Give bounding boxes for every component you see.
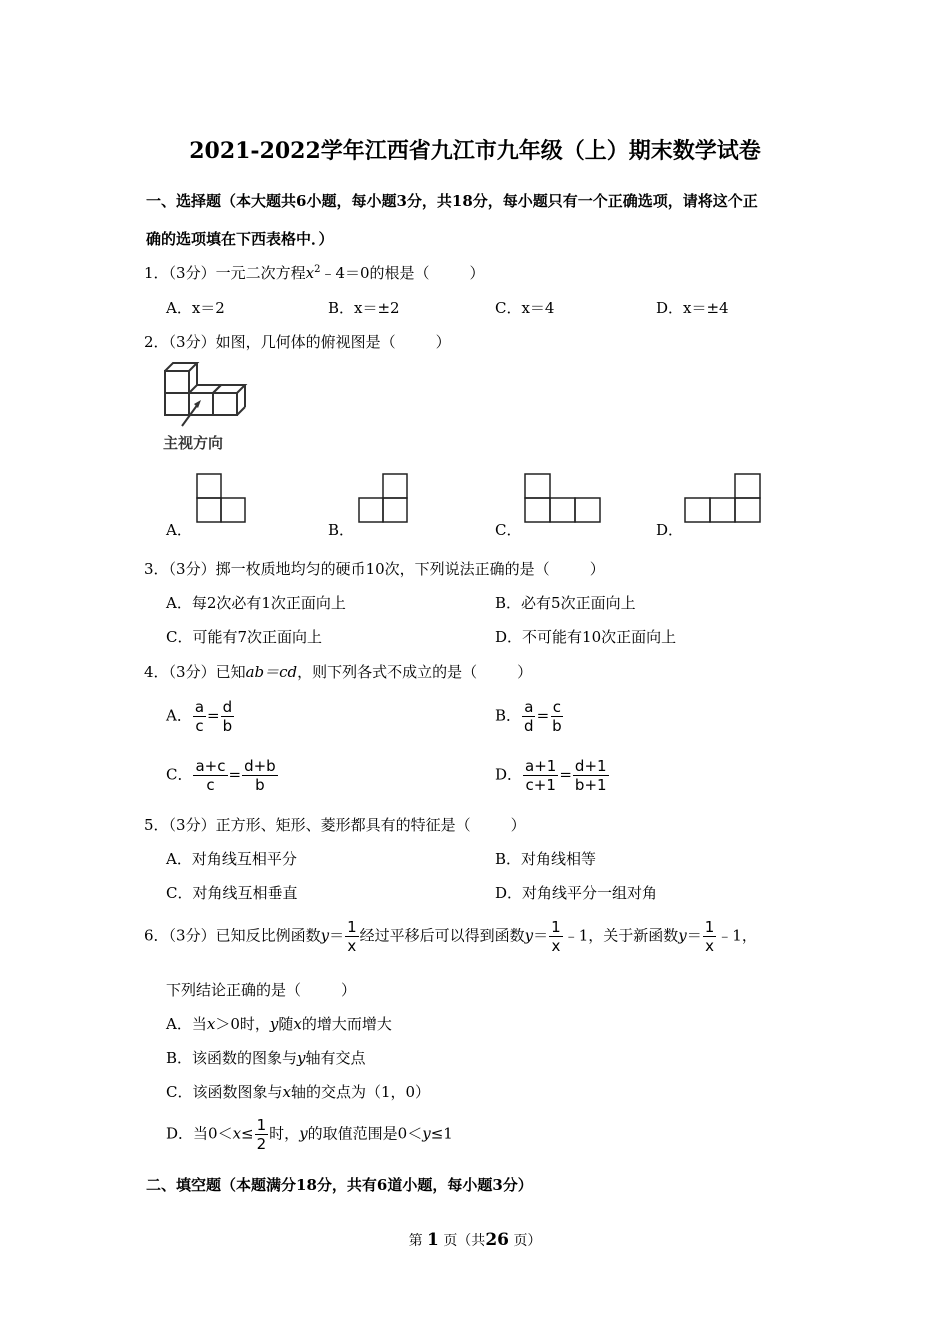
q6-y-2: y	[524, 926, 534, 945]
q4-c-fraction-left: $\frac{a+c}{c}$	[195, 757, 226, 794]
q2-close-paren: ）	[435, 333, 451, 351]
q2-option-b-label[interactable]: B．	[328, 521, 355, 539]
q6-option-a[interactable]: A．当x＞0时，y随x的增大而增大	[166, 1015, 392, 1033]
q6-eq-2: ＝	[533, 926, 549, 945]
q2-option-b-figure[interactable]	[357, 473, 411, 527]
question-6-stem	[144, 918, 757, 955]
q6-line2-text: 下列结论正确的是（	[166, 981, 302, 999]
q2-stem-text: 2．（3分）如图，几何体的俯视图是（	[144, 333, 396, 351]
q6-stem-line2	[166, 979, 356, 1000]
q4-stem-text: 4．（3分）已知	[144, 663, 246, 681]
q6-close-paren: ）	[341, 981, 357, 999]
section-1-heading-line2: 确的选项填在下西表格中．）	[146, 230, 334, 248]
q2-option-d-label[interactable]: D．	[656, 521, 684, 539]
q1-close-paren: ）	[469, 264, 485, 282]
q1-exponent: 2	[314, 264, 321, 275]
q2-option-c-figure[interactable]	[524, 473, 604, 527]
q4-option-b[interactable]	[495, 698, 565, 735]
question-1-stem	[144, 262, 485, 283]
q4-option-d-label: D．	[495, 765, 523, 784]
q3-stem-text: 3．（3分）掷一枚质地均匀的硬币10次，下列说法正确的是（	[144, 560, 550, 578]
q4-a-fraction-right: $\frac{d}{b}$	[222, 698, 233, 735]
view-direction-label: 主视方向	[163, 434, 224, 452]
q6-fraction-2: $\frac{1}{x}$	[551, 918, 561, 955]
equals-sign: =	[207, 706, 220, 725]
q4-b-fraction-left: $\frac{a}{d}$	[524, 698, 534, 735]
q5-option-a[interactable]: A．对角线互相平分	[166, 850, 297, 868]
q1-variable: x	[305, 264, 315, 282]
q4-c-fraction-right: $\frac{d+b}{b}$	[244, 757, 276, 794]
q6-eq-3: ＝	[686, 926, 702, 945]
q6-text-3: ﹣1，关于新函数	[563, 926, 679, 945]
q5-option-c[interactable]: C．对角线互相垂直	[166, 884, 298, 902]
q4-option-c[interactable]	[166, 757, 279, 794]
q6-option-d[interactable]: D．当0＜x≤ $\frac{1}{2}$ 时，y的取值范围是0＜y≤1	[166, 1116, 453, 1153]
q3-option-d[interactable]: D．不可能有10次正面向上	[495, 628, 677, 646]
q4-a-fraction-left: $\frac{a}{c}$	[194, 698, 205, 735]
q4-close-paren: ）	[517, 663, 533, 681]
q1-stem-text-2: ﹣4＝0的根是（	[320, 264, 430, 282]
q2-option-a-figure[interactable]	[196, 473, 250, 527]
q1-stem-text: 1．（3分）一元二次方程	[144, 264, 306, 282]
q4-option-a[interactable]	[166, 698, 235, 735]
q6-y-3: y	[678, 926, 687, 945]
q1-option-d[interactable]: D．x＝±4	[656, 299, 729, 317]
q6-text-2: 经过平移后可以得到函数	[359, 926, 525, 945]
q2-option-c-label[interactable]: C．	[495, 521, 522, 539]
equals-sign: =	[228, 765, 242, 784]
q6-fraction-3: $\frac{1}{x}$	[704, 918, 715, 955]
q6-text-1: 6．（3分）已知反比例函数	[144, 926, 321, 945]
q4-d-fraction-left: $\frac{a+1}{c+1}$	[525, 757, 557, 794]
q2-option-d-figure[interactable]	[684, 473, 764, 527]
q4-option-c-label: C．	[166, 765, 193, 784]
q1-option-a[interactable]: A．x＝2	[166, 299, 225, 317]
q6-d-fraction: $\frac{1}{2}$	[256, 1116, 267, 1153]
q4-stem-text-2: ，则下列各式不成立的是（	[297, 663, 478, 681]
q4-b-fraction-right: $\frac{c}{b}$	[552, 698, 562, 735]
q4-option-a-label: A．	[166, 706, 192, 725]
q5-close-paren: ）	[510, 816, 526, 834]
page-footer: 第 1 页（共26 页）	[408, 1230, 542, 1250]
q4-option-b-label: B．	[495, 706, 522, 725]
q1-option-c[interactable]: C．x＝4	[495, 299, 555, 317]
current-page-number: 1	[427, 1230, 439, 1250]
q6-fraction-1: $\frac{1}{x}$	[347, 918, 357, 955]
q5-stem-text: 5．（3分）正方形、矩形、菱形都具有的特征是（	[144, 816, 471, 834]
q3-option-b[interactable]: B．必有5次正面向上	[495, 594, 636, 612]
q6-text-4: ﹣1，	[717, 926, 757, 945]
q4-option-d[interactable]	[495, 757, 610, 794]
q6-y-1: y	[320, 926, 330, 945]
total-pages: 26	[485, 1230, 509, 1250]
geometry-solid-figure	[160, 360, 260, 420]
question-3-stem	[144, 558, 605, 579]
q2-option-a-label[interactable]: A．	[166, 521, 192, 539]
equals-sign: =	[536, 706, 550, 725]
q5-option-d[interactable]: D．对角线平分一组对角	[495, 884, 658, 902]
page-title: 2021-2022学年江西省九江市九年级（上）期末数学试卷	[189, 138, 761, 164]
question-4-stem	[144, 661, 532, 682]
q3-close-paren: ）	[589, 560, 605, 578]
q1-option-b[interactable]: B．x＝±2	[328, 299, 400, 317]
question-5-stem	[144, 814, 526, 835]
section-2-heading: 二、填空题（本题满分18分，共有6道小题，每小题3分）	[146, 1176, 533, 1194]
q6-option-c[interactable]: C．该函数图象与x轴的交点为（1，0）	[166, 1083, 431, 1101]
question-2-stem	[144, 331, 451, 352]
q3-option-c[interactable]: C．可能有7次正面向上	[166, 628, 323, 646]
q4-condition: ab＝cd	[245, 663, 298, 681]
q6-eq-1: ＝	[329, 926, 345, 945]
equals-sign: =	[559, 765, 572, 784]
q4-d-fraction-right: $\frac{d+1}{b+1}$	[574, 757, 607, 794]
q6-option-b[interactable]: B．该函数的图象与y轴有交点	[166, 1049, 366, 1067]
q5-option-b[interactable]: B．对角线相等	[495, 850, 597, 868]
q3-option-a[interactable]: A．每2次必有1次正面向上	[166, 594, 346, 612]
section-1-heading-line1: 一、选择题（本大题共6小题，每小题3分，共18分，每小题只有一个正确选项，请将这个正	[146, 192, 758, 210]
